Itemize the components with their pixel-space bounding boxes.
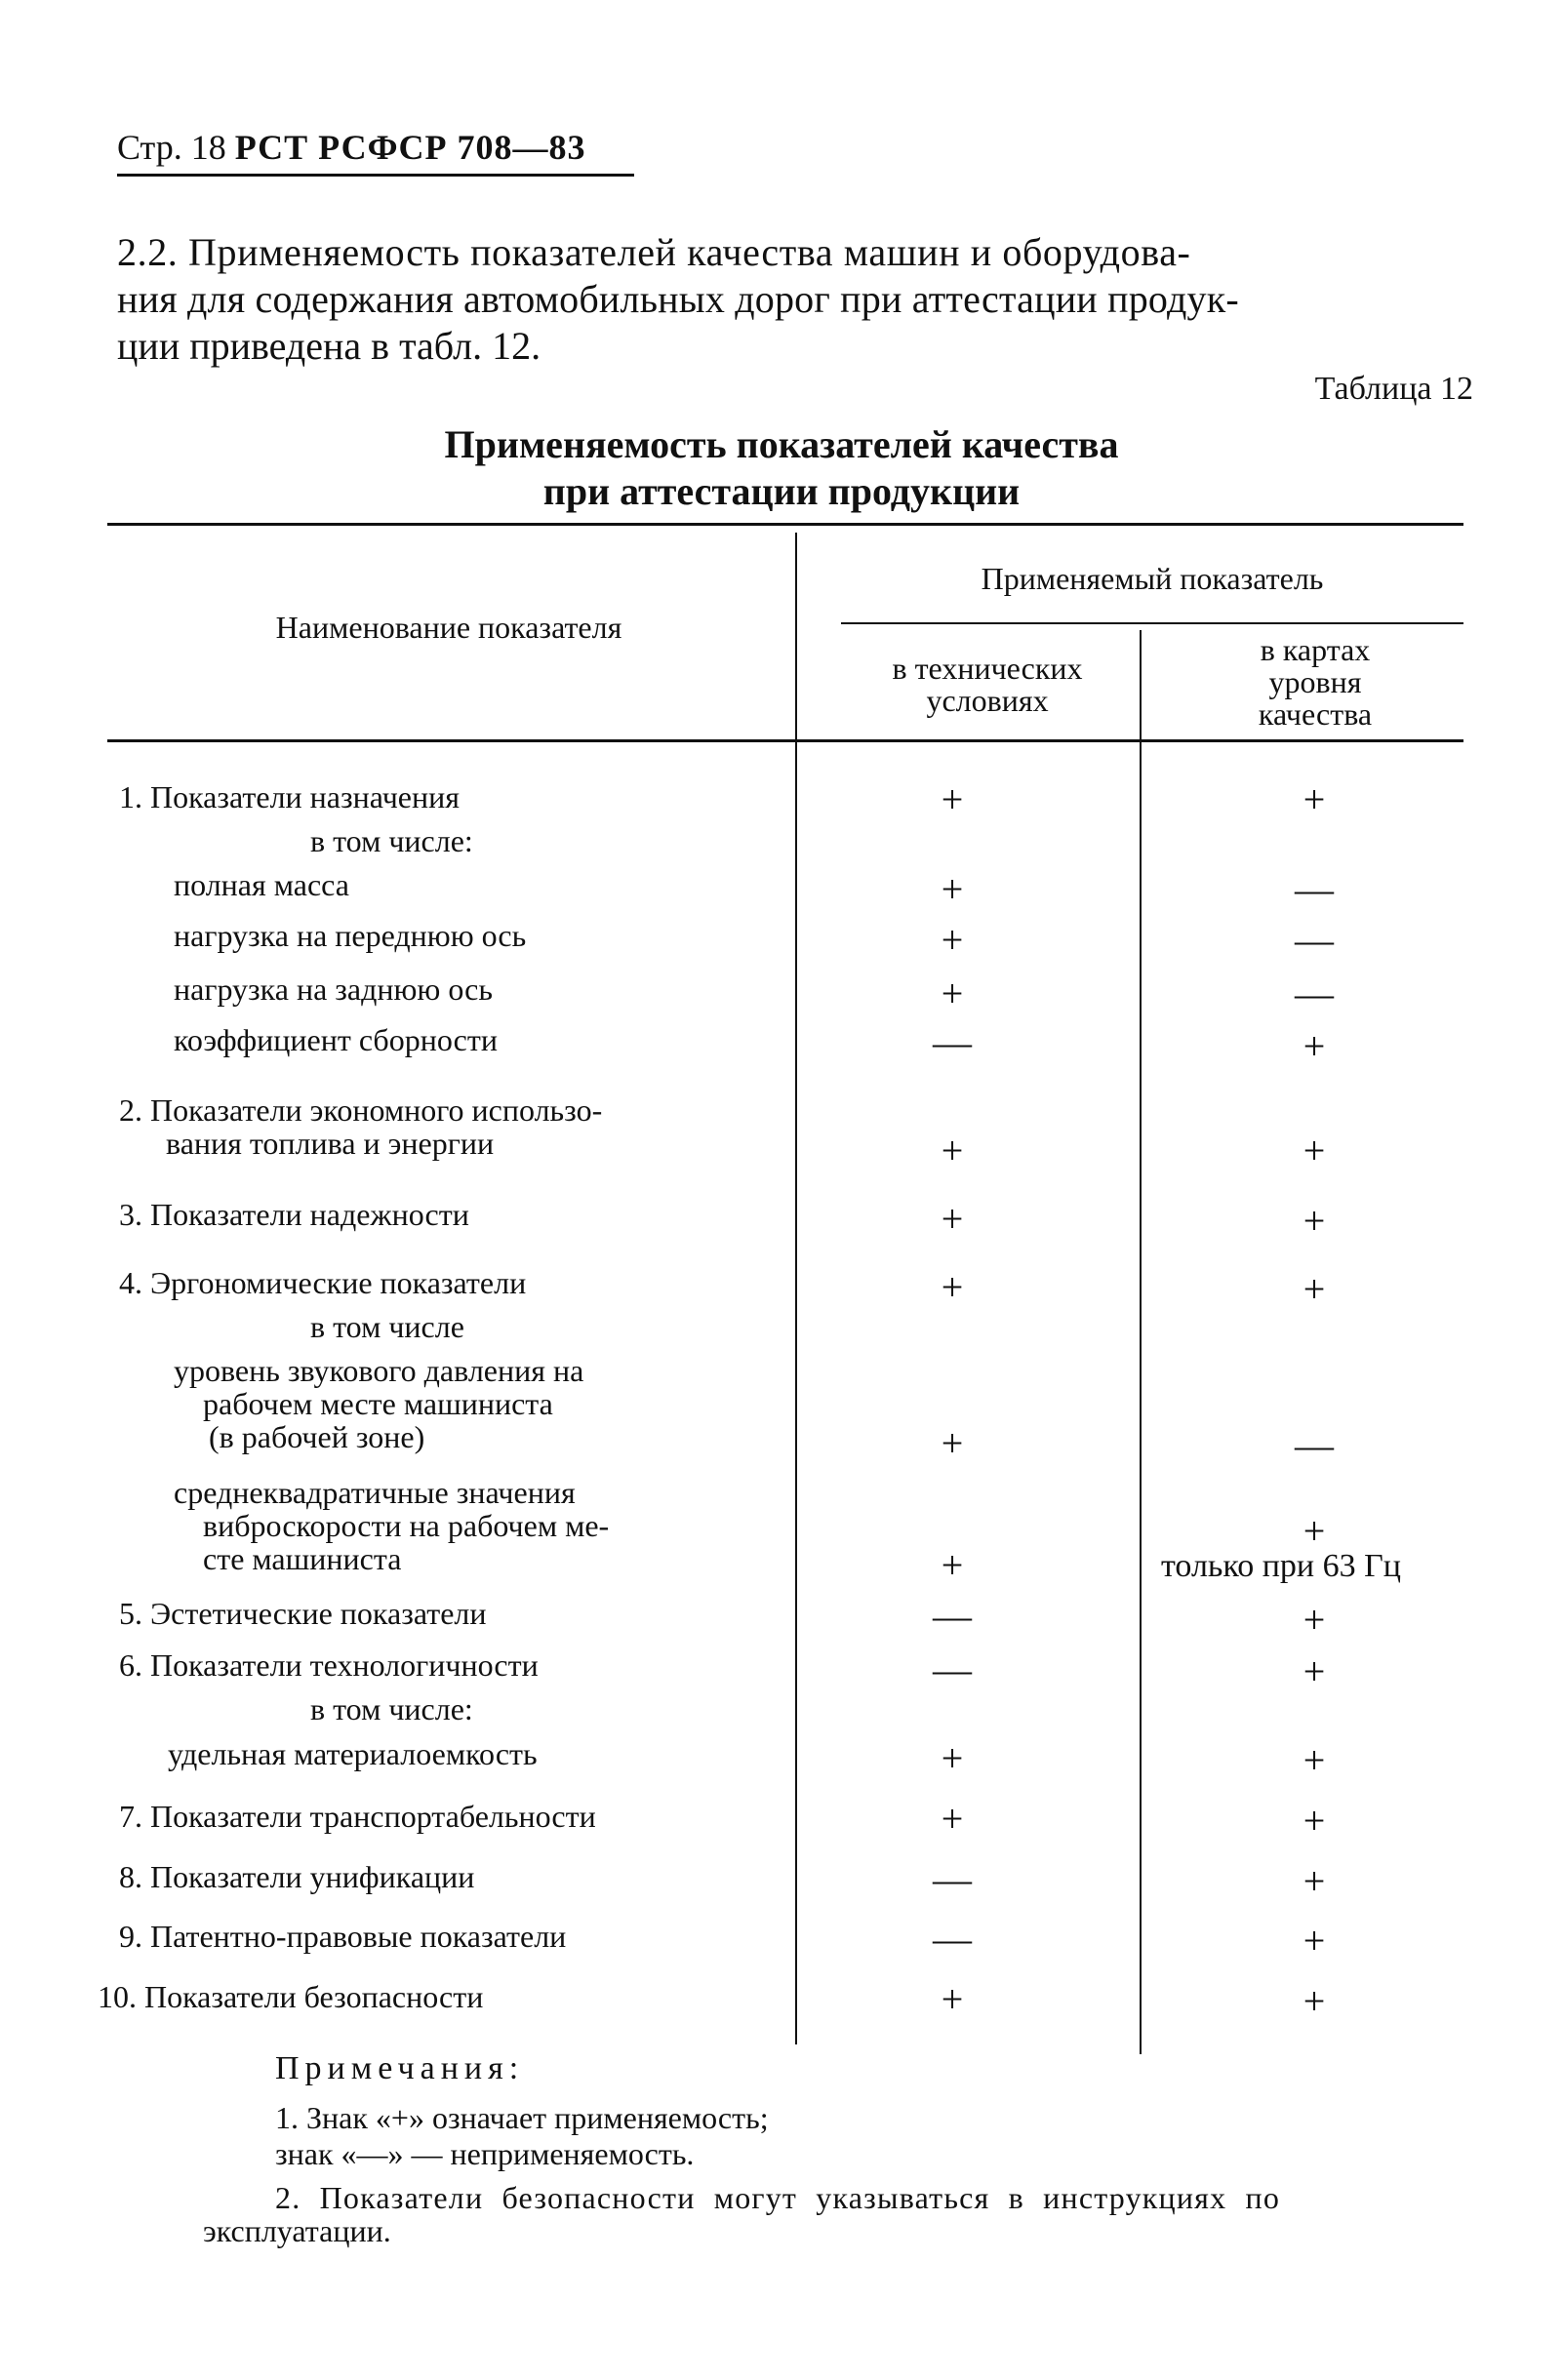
tech-sign: + — [941, 777, 964, 821]
cards-sign: + — [1302, 777, 1326, 821]
cards-sign: + — [1302, 1024, 1326, 1068]
tech-sign: — — [933, 1857, 972, 1901]
table-label: Таблица 12 — [1314, 371, 1473, 407]
row-name: 7. Показатели транспортабельности — [119, 1799, 596, 1834]
cards-sign: + — [1302, 1199, 1326, 1243]
tech-sign: — — [933, 1647, 972, 1691]
note-line: эксплуатации. — [203, 2213, 391, 2248]
header-applicable-indicator: Применяемый показатель — [981, 561, 1324, 596]
header-text: в картах — [1260, 632, 1371, 667]
header-text: уровня — [1268, 664, 1362, 699]
row-name: в том числе: — [310, 1691, 473, 1726]
tech-sign: + — [941, 1797, 964, 1841]
row-name-line: 2. Показатели экономного использо- — [119, 1092, 603, 1128]
page-header — [117, 127, 586, 168]
row-name: 8. Показатели унификации — [119, 1859, 475, 1894]
cards-sign: + — [1302, 1738, 1326, 1782]
notes-heading: Примечания: — [275, 2050, 525, 2086]
header-text: условиях — [926, 683, 1049, 718]
tech-sign: + — [941, 918, 964, 962]
row-name: 9. Патентно-правовые показатели — [119, 1919, 567, 1954]
row-name: 3. Показатели надежности — [119, 1197, 469, 1232]
tech-sign: + — [941, 1265, 964, 1309]
group-header-rule — [841, 622, 1463, 624]
note-line: 2. Показатели безопасности могут указываться в инструкциях по — [275, 2180, 1281, 2215]
column-divider-tech — [1140, 630, 1142, 2054]
row-name: удельная материалоемкость — [168, 1736, 538, 1771]
tech-sign: + — [941, 1977, 964, 2021]
cards-sign: — — [1295, 972, 1334, 1015]
row-name-line: уровень звукового давления на — [174, 1353, 584, 1388]
row-name: 4. Эргономические показатели — [119, 1265, 527, 1300]
intro-line: ции приведена в табл. 12. — [117, 324, 541, 368]
tech-sign: — — [933, 1594, 972, 1638]
cards-sign: + — [1302, 1598, 1326, 1642]
table-title — [0, 421, 1563, 515]
row-name-line: рабочем месте машиниста — [203, 1386, 553, 1421]
row-name: 6. Показатели технологичности — [119, 1647, 539, 1683]
cards-sign: + — [1302, 1129, 1326, 1172]
cards-sign: + — [1302, 1859, 1326, 1903]
note-line: знак «—» — неприменяемость. — [275, 2136, 695, 2171]
tech-sign: + — [941, 1421, 964, 1465]
row-name: нагрузка на переднюю ось — [174, 918, 527, 953]
row-name-line: вания топлива и энергии — [166, 1126, 495, 1161]
tech-sign: + — [941, 1543, 964, 1587]
cards-sign: + — [1302, 1649, 1326, 1693]
header-technical-conditions — [841, 653, 1134, 717]
tech-sign: + — [941, 972, 964, 1015]
row-name: полная масса — [174, 867, 349, 902]
row-name — [174, 1476, 609, 1575]
row-name: в том числе: — [310, 823, 473, 858]
tech-sign: + — [941, 1129, 964, 1172]
tech-sign: + — [941, 1197, 964, 1241]
cards-sign: + — [1302, 1509, 1326, 1553]
header-indicator-name: Наименование показателя — [275, 610, 622, 645]
row-name: коэффициент сборности — [174, 1022, 498, 1057]
row-name-line: сте машиниста — [203, 1541, 402, 1576]
intro-line: 2.2. Применяемость показателей качества машин и оборудова- — [117, 230, 1191, 274]
cards-sign: — — [1295, 867, 1334, 911]
tech-sign: — — [933, 1020, 972, 1064]
cards-sign: + — [1302, 1267, 1326, 1311]
header-underline — [117, 174, 634, 177]
standard-code: РСТ РСФСР 708—83 — [234, 128, 586, 167]
table-title-line: Применяемость показателей качества — [444, 422, 1119, 466]
cards-sign: + — [1302, 1979, 1326, 2023]
table-top-rule — [107, 523, 1463, 526]
cards-sign: — — [1295, 1423, 1334, 1467]
cards-note: только при 63 Гц — [1161, 1548, 1401, 1584]
row-name-line: (в рабочей зоне) — [209, 1419, 425, 1454]
row-name: 10. Показатели безопасности — [98, 1979, 484, 2014]
row-name: нагрузка на заднюю ось — [174, 972, 493, 1007]
header-quality-cards — [1149, 634, 1481, 731]
cards-sign: + — [1302, 1799, 1326, 1843]
tech-sign: + — [941, 867, 964, 911]
tech-sign: — — [933, 1917, 972, 1961]
page-number: Стр. 18 — [117, 128, 226, 167]
header-text: качества — [1258, 696, 1373, 732]
intro-line: ния для содержания автомобильных дорог при аттестации продук- — [117, 277, 1239, 321]
cards-sign: + — [1302, 1919, 1326, 1963]
row-name: в том числе — [310, 1309, 464, 1344]
table-title-line: при аттестации продукции — [542, 469, 1021, 513]
note-line: 1. Знак «+» означает применяемость; — [275, 2100, 769, 2135]
header-text: в технических — [892, 651, 1083, 686]
row-name: 5. Эстетические показатели — [119, 1596, 487, 1631]
row-name: 1. Показатели назначения — [119, 779, 460, 814]
intro-paragraph — [117, 229, 1478, 370]
column-divider-name — [795, 533, 797, 2044]
row-name-line: среднеквадратичные значения — [174, 1475, 576, 1510]
header-bottom-rule — [107, 739, 1463, 742]
row-name-line: виброскорости на рабочем ме- — [203, 1508, 610, 1543]
row-name — [119, 1093, 602, 1160]
cards-sign: — — [1295, 918, 1334, 962]
tech-sign: + — [941, 1736, 964, 1780]
row-name — [174, 1354, 583, 1453]
